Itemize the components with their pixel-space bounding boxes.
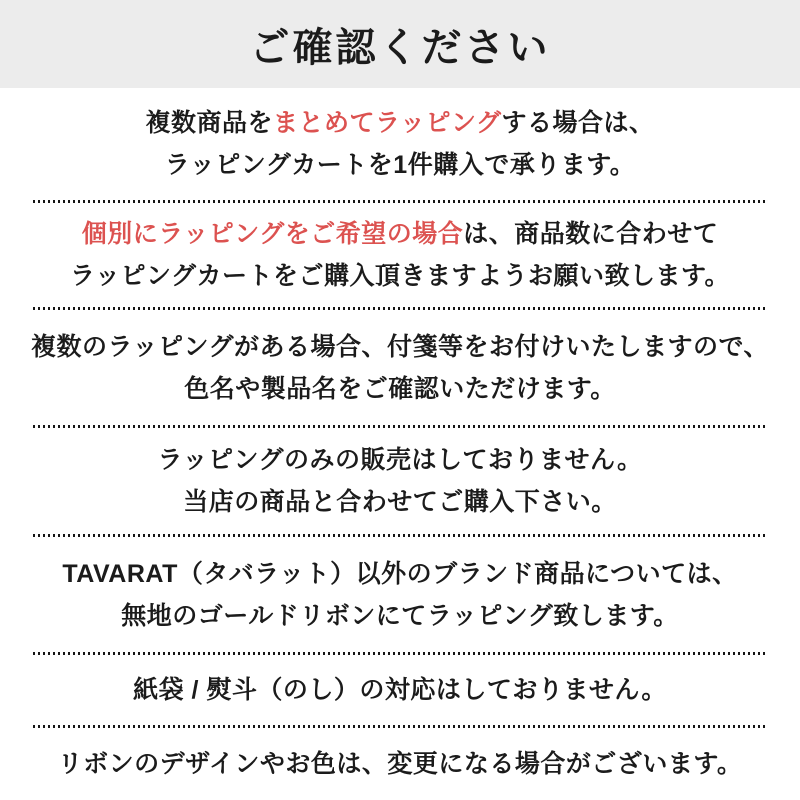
notice-text: ラッピングのみの販売はしておりません。 [157, 446, 643, 474]
notice-line [31, 326, 769, 368]
notice-line [184, 368, 616, 410]
notice-text-emphasis: 個別にラッピングをご希望の場合 [81, 220, 464, 248]
notice-text: 色名や製品名をご確認いただけます。 [184, 374, 616, 403]
notice-text-emphasis: まとめてラッピング [272, 109, 502, 137]
notice-no-paper-bag-noshi [0, 655, 800, 725]
notice-line [70, 255, 730, 297]
notice-ribbon-design-change [0, 728, 800, 800]
notice-line [133, 669, 667, 711]
notice-no-wrapping-only-sale [0, 428, 800, 534]
notice-line [58, 743, 743, 785]
notice-text: ラッピングカートを1件購入で承ります。 [164, 151, 636, 179]
notice-text: は、商品数に合わせて [463, 220, 719, 248]
notice-line [82, 213, 719, 255]
notice-text: 無地のゴールドリボンにてラッピング致します。 [121, 601, 679, 630]
notice-text: リボンのデザインやお色は、変更になる場合がございます。 [57, 750, 743, 778]
notice-text: する場合は、 [501, 109, 655, 137]
notice-text: ラッピングカートをご購入頂きますようお願い致します。 [69, 262, 730, 290]
notice-line [121, 595, 679, 637]
notice-bulk-wrapping [0, 88, 800, 200]
notice-sticky-note [0, 310, 800, 425]
notice-text: 複数のラッピングがある場合、付箋等をお付けいたしますので、 [30, 332, 769, 361]
notice-line [157, 439, 642, 481]
notice-text: 複数商品を [145, 109, 273, 137]
notice-line [62, 553, 737, 595]
notice-text: 当店の商品と合わせてご購入下さい。 [183, 488, 617, 516]
notice-line [183, 481, 617, 523]
notice-other-brand-ribbon [0, 537, 800, 652]
notice-header [0, 0, 800, 88]
notice-individual-wrapping [0, 203, 800, 307]
notice-line [165, 144, 635, 186]
notice-text: TAVARAT（タバラット）以外のブランド商品については、 [62, 559, 738, 588]
page-title: ご確認ください [249, 25, 551, 70]
notice-text: 紙袋 / 熨斗（のし）の対応はしておりません。 [133, 676, 667, 704]
notice-line [145, 102, 654, 144]
